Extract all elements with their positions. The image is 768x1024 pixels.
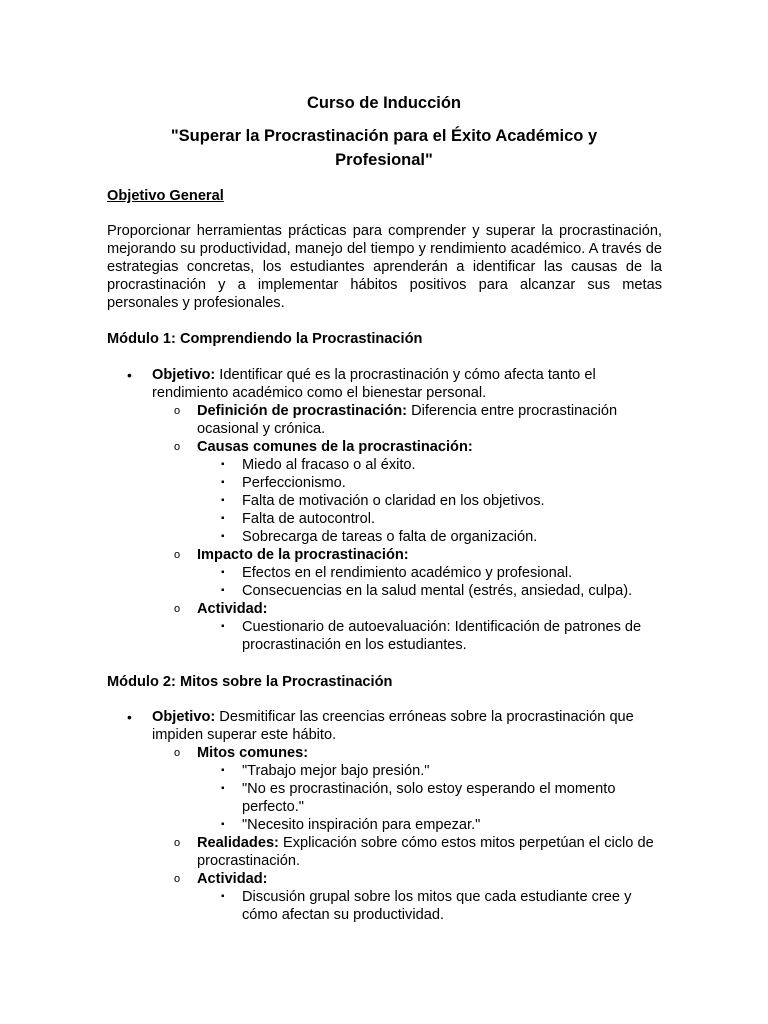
- objective-heading: Objetivo General: [107, 188, 224, 204]
- module1-definition-text: Diferencia entre procrastinación ocasional y crónica.: [197, 403, 618, 437]
- bullet-level3: ▪: [221, 459, 225, 470]
- module1-cause-text: Miedo al fracaso o al éxito.: [242, 457, 416, 473]
- module2-activity-label: Actividad:: [197, 871, 268, 887]
- module1-cause-text: Falta de motivación o claridad en los objetivos.: [242, 493, 545, 509]
- module1-causes-label: Causas comunes de la procrastinación:: [197, 439, 473, 455]
- bullet-level2: o: [174, 873, 181, 885]
- module2-activity-item: [107, 870, 667, 888]
- module2-activity-subitem: [107, 888, 667, 924]
- module1-activity-label: Actividad:: [197, 601, 268, 617]
- module1-definition-label: Definición de procrastinación:: [197, 403, 408, 419]
- bullet-level3: ▪: [221, 585, 225, 596]
- module2-activity-text: Discusión grupal sobre los mitos que cada estudiante cree y cómo afectan su productividad.: [242, 889, 632, 923]
- bullet-level3: ▪: [221, 513, 225, 524]
- bullet-level3: ▪: [221, 495, 225, 506]
- module2-objective-item: [107, 708, 667, 744]
- module1-cause-text: Sobrecarga de tareas o falta de organización.: [242, 529, 538, 545]
- module1-impact-subitem: [107, 582, 667, 600]
- module1-activity-subitem: [107, 618, 667, 654]
- bullet-level2: o: [174, 837, 181, 849]
- module1-cause-text: Falta de autocontrol.: [242, 511, 376, 527]
- bullet-level3: ▪: [221, 477, 225, 488]
- bullet-level3: ▪: [221, 621, 225, 632]
- module1-cause-item: [107, 474, 667, 492]
- module2-myth-text: "No es procrastinación, solo estoy esperando el momento perfecto.": [242, 781, 616, 815]
- module1-definition-item: [107, 402, 667, 438]
- bullet-level3: ▪: [221, 819, 225, 830]
- bullet-level3: ▪: [221, 531, 225, 542]
- bullet-level2: o: [174, 405, 181, 417]
- module1-impact-text: Consecuencias en la salud mental (estrés, ansiedad, culpa).: [242, 583, 633, 599]
- module1-cause-text: Perfeccionismo.: [242, 475, 346, 491]
- bullet-level1: •: [127, 709, 132, 725]
- objective-paragraph: Proporcionar herramientas prácticas para comprender y superar la procrastinación, mejorando su productividad, manejo del tiempo y rendimiento académico. A través de estrategias concretas, los estudiantes aprenderán a identificar las causas de la procrastinación y a implementar hábitos positivos para alcanzar sus metas personales y profesionales.: [107, 223, 662, 311]
- module2-myth-text: "Trabajo mejor bajo presión.": [242, 763, 430, 779]
- module1-cause-item: [107, 528, 667, 546]
- bullet-level3: ▪: [221, 765, 225, 776]
- course-subtitle: "Superar la Procrastinación para el Éxito Académico y Profesional": [170, 127, 598, 169]
- module2-myths-label: Mitos comunes:: [197, 745, 309, 761]
- bullet-level3: ▪: [221, 783, 225, 794]
- module1-impact-text: Efectos en el rendimiento académico y profesional.: [242, 565, 573, 581]
- module2-realities-label: Realidades:: [197, 835, 279, 851]
- module2-myth-item: [107, 780, 667, 816]
- module2-objective-text: Desmitificar las creencias erróneas sobre la procrastinación que impiden superar este hábito.: [152, 709, 634, 743]
- bullet-level1: •: [127, 367, 132, 383]
- bullet-level2: o: [174, 549, 181, 561]
- module1-title: Módulo 1: Comprendiendo la Procrastinación: [107, 331, 423, 347]
- module2-list: [107, 708, 667, 924]
- module2-myth-item: [107, 816, 667, 834]
- module1-causes-item: [107, 438, 667, 456]
- module1-impact-subitem: [107, 564, 667, 582]
- module1-objective-label: Objetivo:: [152, 367, 216, 383]
- bullet-level3: ▪: [221, 891, 225, 902]
- module2-title: Módulo 2: Mitos sobre la Procrastinación: [107, 674, 393, 690]
- module2-myth-item: [107, 762, 667, 780]
- course-title: Curso de Inducción: [306, 94, 461, 112]
- bullet-level2: o: [174, 747, 181, 759]
- module1-activity-item: [107, 600, 667, 618]
- module1-impact-item: [107, 546, 667, 564]
- module2-realities-text: Explicación sobre cómo estos mitos perpetúan el ciclo de procrastinación.: [197, 835, 654, 869]
- module1-impact-label: Impacto de la procrastinación:: [197, 547, 409, 563]
- module1-list: [107, 366, 667, 654]
- bullet-level2: o: [174, 441, 181, 453]
- module2-myth-text: "Necesito inspiración para empezar.": [242, 817, 481, 833]
- module1-cause-item: [107, 510, 667, 528]
- module1-cause-item: [107, 492, 667, 510]
- module2-myths-item: [107, 744, 667, 762]
- module2-objective-label: Objetivo:: [152, 709, 216, 725]
- module1-objective-text: Identificar qué es la procrastinación y cómo afecta tanto el rendimiento académico como el bienestar personal.: [152, 367, 596, 401]
- module2-realities-item: [107, 834, 667, 870]
- bullet-level2: o: [174, 603, 181, 615]
- module1-activity-text: Cuestionario de autoevaluación: Identificación de patrones de procrastinación en los estudiantes.: [242, 619, 642, 653]
- bullet-level3: ▪: [221, 567, 225, 578]
- module1-cause-item: [107, 456, 667, 474]
- module1-objective-item: [107, 366, 667, 402]
